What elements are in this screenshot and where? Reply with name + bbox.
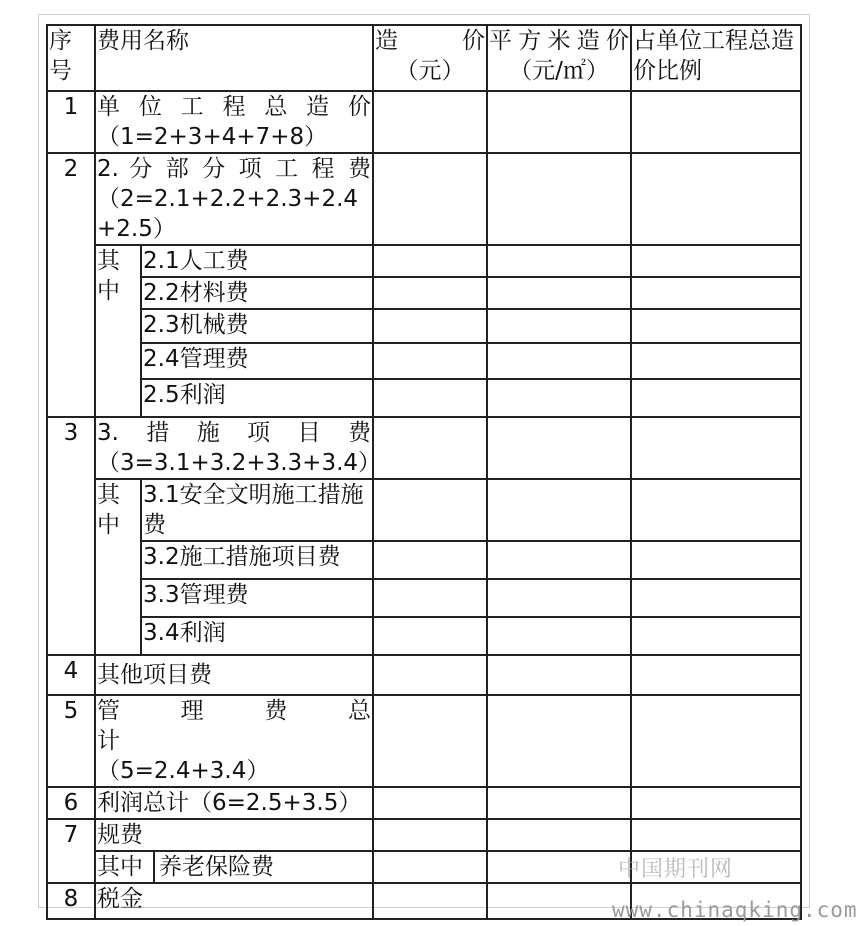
header-cost	[373, 25, 487, 91]
row-formula: （1=2+3+4+7+8）	[97, 124, 328, 150]
row-formula: （2=2.1+2.2+2.3+2.4+2.5）	[97, 186, 359, 242]
table-row	[47, 819, 801, 851]
table-row	[47, 277, 801, 309]
cell-ratio	[631, 787, 801, 819]
cell-cost	[373, 245, 487, 277]
cell-ratio	[631, 695, 801, 787]
row-seq: 2	[47, 153, 95, 417]
row-name-text: 3. 措 施 项 目 费	[97, 420, 371, 446]
sub-item: 3.1安全文明施工措施费	[141, 479, 373, 541]
cell-sqm	[487, 153, 631, 245]
cell-cost	[373, 153, 487, 245]
cell-sqm	[487, 277, 631, 309]
sub-item: 3.4利润	[141, 617, 373, 655]
header-sqm-unit: （元/㎡）	[509, 58, 609, 84]
qizhong-label: 其中	[96, 852, 155, 882]
row-name	[95, 417, 382, 479]
sub-item: 2.5利润	[141, 379, 373, 417]
header-name: 费用名称	[95, 25, 373, 91]
cell-cost	[373, 343, 487, 379]
cell-cost	[373, 851, 487, 883]
cell-sqm	[487, 851, 631, 883]
cell-cost	[373, 91, 487, 153]
cell-cost	[373, 655, 487, 695]
row-name	[95, 153, 373, 245]
cell-sqm	[487, 883, 631, 919]
cell-cost	[373, 787, 487, 819]
table-row	[47, 417, 801, 479]
cell-ratio	[631, 309, 801, 343]
cell-cost	[373, 579, 487, 617]
row-seq: 4	[47, 655, 95, 695]
cell-sqm	[487, 579, 631, 617]
sub-item: 2.1人工费	[141, 245, 373, 277]
table-row	[47, 655, 801, 695]
table-row	[47, 153, 801, 245]
cell-cost	[373, 309, 487, 343]
sub-item: 2.2材料费	[141, 277, 373, 309]
cell-sqm	[487, 245, 631, 277]
header-sqm-label: 平方米造价	[489, 28, 629, 54]
row-name	[95, 851, 373, 883]
cost-table	[46, 24, 802, 920]
header-cost-unit: （元）	[395, 58, 465, 84]
watermark-url: www.chinaqking.com	[612, 898, 858, 922]
table-row	[47, 245, 801, 277]
sub-item: 3.3管理费	[141, 579, 373, 617]
table-row	[47, 695, 801, 787]
row-name: 规费	[95, 819, 373, 851]
cell-sqm	[487, 617, 631, 655]
cell-ratio	[631, 91, 801, 153]
cell-sqm	[487, 787, 631, 819]
qizhong-label: 其中	[95, 245, 141, 417]
row-seq: 5	[47, 695, 95, 787]
cell-ratio	[631, 479, 801, 541]
cell-ratio	[631, 655, 801, 695]
table-row	[47, 541, 801, 579]
row-name-text: 管 理 费 总 计	[97, 698, 417, 754]
row-seq: 3	[47, 417, 95, 655]
table-row	[47, 479, 801, 541]
table-row	[47, 91, 801, 153]
cell-cost	[373, 479, 487, 541]
cell-cost	[373, 277, 487, 309]
cell-ratio	[631, 379, 801, 417]
cell-ratio	[631, 617, 801, 655]
row-seq: 1	[47, 91, 95, 153]
watermark-cn: 中国期刊网	[618, 857, 734, 882]
sub-item: 养老保险费	[159, 854, 274, 880]
table-row	[47, 343, 801, 379]
row-name-text: 单 位 工 程 总 造 价	[97, 94, 371, 120]
cell-sqm	[487, 541, 631, 579]
header-row	[47, 25, 801, 91]
cell-ratio	[631, 343, 801, 379]
table-row	[47, 309, 801, 343]
qizhong-label: 其中	[95, 479, 141, 655]
row-name: 利润总计（6=2.5+3.5）	[95, 787, 373, 819]
cell-sqm	[487, 819, 631, 851]
row-name: 税金	[95, 883, 373, 919]
row-name	[95, 91, 373, 153]
header-ratio: 占单位工程总造价比例	[631, 25, 801, 91]
cell-cost	[373, 417, 487, 479]
sub-item: 2.3机械费	[141, 309, 373, 343]
table-row	[47, 787, 801, 819]
table-row	[47, 579, 801, 617]
cell-ratio	[631, 819, 801, 851]
cell-cost	[373, 883, 487, 919]
row-seq: 6	[47, 787, 95, 819]
table-row	[47, 617, 801, 655]
cell-ratio	[631, 277, 801, 309]
cell-ratio	[631, 245, 801, 277]
cell-sqm	[487, 309, 631, 343]
cell-cost	[373, 541, 487, 579]
row-seq: 7	[47, 819, 95, 883]
sub-item: 3.2施工措施项目费	[141, 541, 373, 579]
cell-sqm	[487, 655, 631, 695]
header-seq: 序号	[47, 25, 95, 91]
cell-sqm	[487, 695, 631, 787]
row-name	[95, 695, 417, 787]
row-name-text: 2. 分 部 分 项 工 程 费	[97, 156, 371, 182]
row-name: 其他项目费	[95, 655, 373, 695]
row-seq: 8	[47, 883, 95, 919]
row-formula: （3=3.1+3.2+3.3+3.4）	[97, 450, 382, 476]
cell-sqm	[487, 91, 631, 153]
cell-cost	[373, 379, 487, 417]
cell-ratio	[631, 541, 801, 579]
cell-ratio	[631, 579, 801, 617]
table-row	[47, 379, 801, 417]
cell-cost	[373, 819, 487, 851]
header-cost-label: 造 价	[375, 28, 485, 54]
cell-cost	[373, 617, 487, 655]
sub-item: 2.4管理费	[141, 343, 373, 379]
row-formula: （5=2.4+3.4）	[97, 758, 270, 784]
cell-ratio	[631, 153, 801, 245]
cell-sqm	[487, 479, 631, 541]
cell-ratio	[631, 417, 801, 479]
cell-sqm	[487, 417, 631, 479]
header-sqm	[487, 25, 631, 91]
cell-sqm	[487, 379, 631, 417]
cell-sqm	[487, 343, 631, 379]
